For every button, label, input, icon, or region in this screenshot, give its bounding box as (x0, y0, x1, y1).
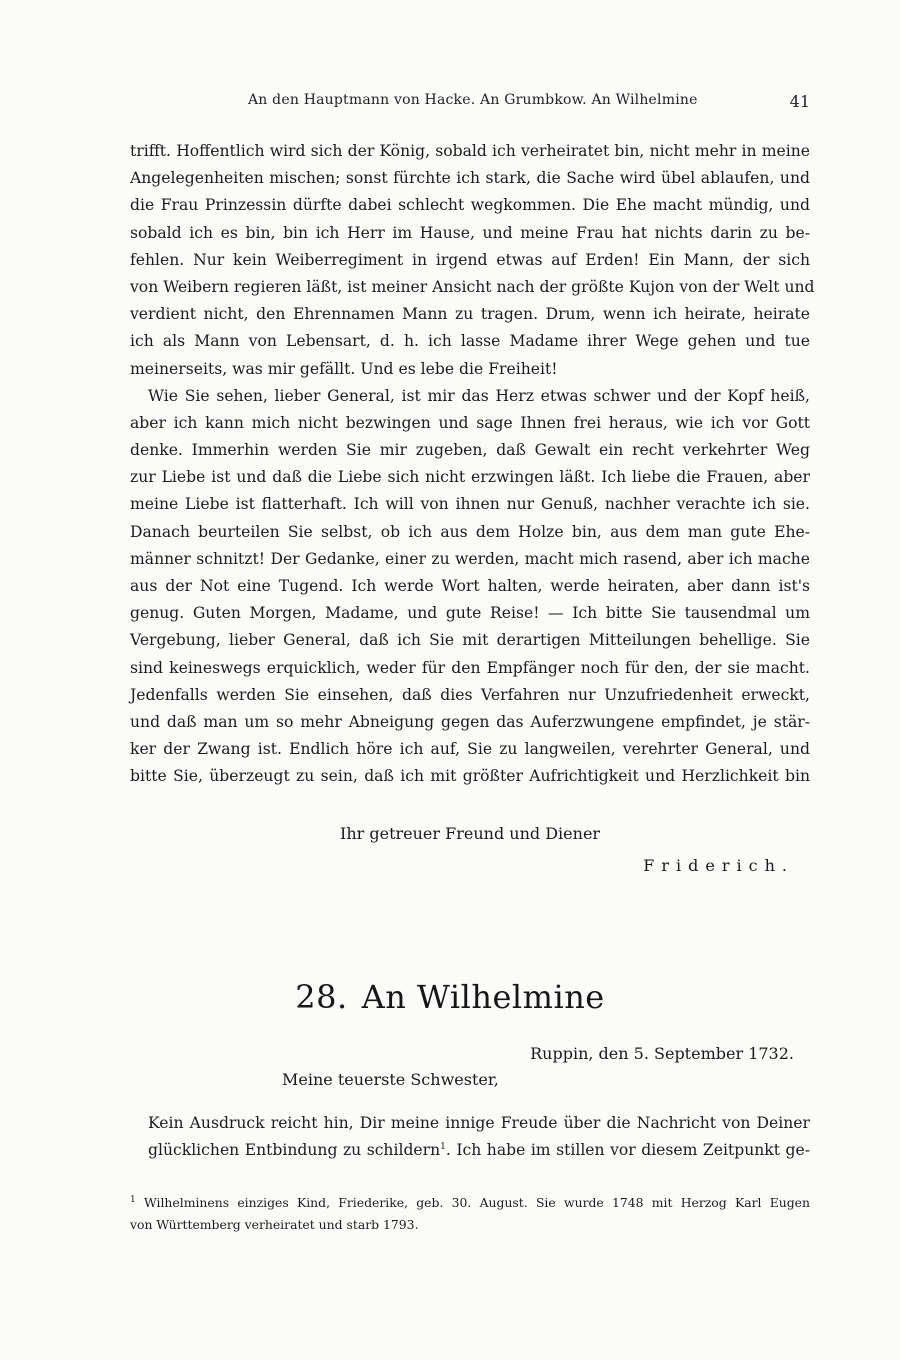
running-head (130, 92, 810, 114)
section-number: 28. (295, 978, 348, 1016)
body-line: meine Liebe ist flatterhaft. Ich will von ihnen nur Genuß, nachher verachte ich sie. (130, 495, 810, 514)
body-line-segment: . Ich habe im stillen vor diesem Zeitpunkt ge- (445, 1141, 810, 1160)
footnote-line: von Württemberg verheiratet und starb 1793. (130, 1217, 419, 1232)
body-line: zur Liebe ist und daß die Liebe sich nicht erzwingen läßt. Ich liebe die Frauen, aber (130, 468, 810, 487)
footnote (130, 1192, 810, 1236)
footnote-text: Wilhelminens einziges Kind, Friederike, geb. 30. August. Sie wurde 1748 mit Herzog Karl Eugen (143, 1195, 810, 1210)
body-line: Angelegenheiten mischen; sonst fürchte ich stark, die Sache wird übel ablaufen, und (130, 169, 810, 188)
body-line: Danach beurteilen Sie selbst, ob ich aus dem Holze bin, aus dem man gute Ehe- (130, 522, 810, 541)
body-line (148, 1137, 810, 1164)
footnote-reference: 1 (440, 1142, 446, 1152)
body-line: Vergebung, lieber General, daß ich Sie mit derartigen Mitteilungen behellige. Sie (130, 631, 810, 650)
body-line: Jedenfalls werden Sie einsehen, daß dies Verfahren nur Unzufriedenheit erweckt, (130, 685, 810, 704)
body-line: männer schnitzt! Der Gedanke, einer zu werden, macht mich rasend, aber ich mache (130, 549, 810, 568)
dateline: Ruppin, den 5. September 1732. (530, 1044, 794, 1063)
body-line: sobald ich es bin, bin ich Herr im Hause, und meine Frau hat nichts darin zu be- (130, 223, 810, 242)
body-line: ker der Zwang ist. Endlich höre ich auf, Sie zu langweilen, verehrter General, und (130, 740, 810, 759)
body-line: fehlen. Nur kein Weiberregiment in irgend etwas auf Erden! Ein Mann, der sich (130, 250, 810, 269)
body-line: aus der Not eine Tugend. Ich werde Wort halten, werde heiraten, aber dann ist's (130, 577, 810, 595)
body-line: aber ich kann mich nicht bezwingen und sage Ihnen frei heraus, wie ich vor Gott (130, 413, 810, 432)
body-line: denke. Immerhin werden Sie mir zugeben, daß Gewalt ein recht verkehrter Weg (130, 441, 810, 460)
body-line: meinerseits, was mir gefällt. Und es lebe die Freiheit! (130, 359, 558, 378)
body-line: die Frau Prinzessin dürfte dabei schlecht wegkommen. Die Ehe macht mündig, und (130, 196, 810, 215)
footnote-line (130, 1192, 810, 1214)
body-line: von Weibern regieren läßt, ist meiner Ansicht nach der größte Kujon von der Welt und (130, 277, 815, 296)
body-line: genug. Guten Morgen, Madame, und gute Reise! — Ich bitte Sie tausendmal um (130, 604, 810, 623)
section-title: An Wilhelmine (361, 978, 605, 1016)
letter-closing: Ihr getreuer Freund und Diener (340, 824, 601, 843)
body-line: verdient nicht, den Ehrennamen Mann zu tragen. Drum, wenn ich heirate, heirate (130, 305, 810, 324)
section-heading (0, 978, 900, 1016)
body-line: sind keineswegs erquicklich, weder für den Empfänger noch für den, der sie macht. (130, 658, 810, 677)
letter2-body (148, 1110, 810, 1164)
body-line: Wie Sie sehen, lieber General, ist mir das Herz etwas schwer und der Kopf heiß, (148, 386, 810, 405)
page-number: 41 (789, 92, 810, 111)
body-line: bitte Sie, überzeugt zu sein, daß ich mit größter Aufrichtigkeit und Herzlichkeit bin (130, 767, 810, 786)
body-line: und daß man um so mehr Abneigung gegen das Auferzwungene empfindet, je stär- (130, 712, 810, 731)
body-line: trifft. Hoffentlich wird sich der König, sobald ich verheiratet bin, nicht mehr in meine (130, 142, 810, 160)
body-line-segment: glücklichen Entbindung zu schildern (148, 1141, 441, 1160)
letter-signature: Friderich. (643, 856, 794, 875)
salutation: Meine teuerste Schwester, (282, 1070, 499, 1089)
footnote-marker: 1 (130, 1194, 136, 1205)
body-line: Kein Ausdruck reicht hin, Dir meine innige Freude über die Nachricht von Deiner (148, 1114, 810, 1132)
running-head-title: An den Hauptmann von Hacke. An Grumbkow. An Wilhelmine (248, 92, 698, 108)
body-line: ich als Mann von Lebensart, d. h. ich lasse Madame ihrer Wege gehen und tue (130, 332, 810, 351)
letter-body (130, 138, 815, 791)
